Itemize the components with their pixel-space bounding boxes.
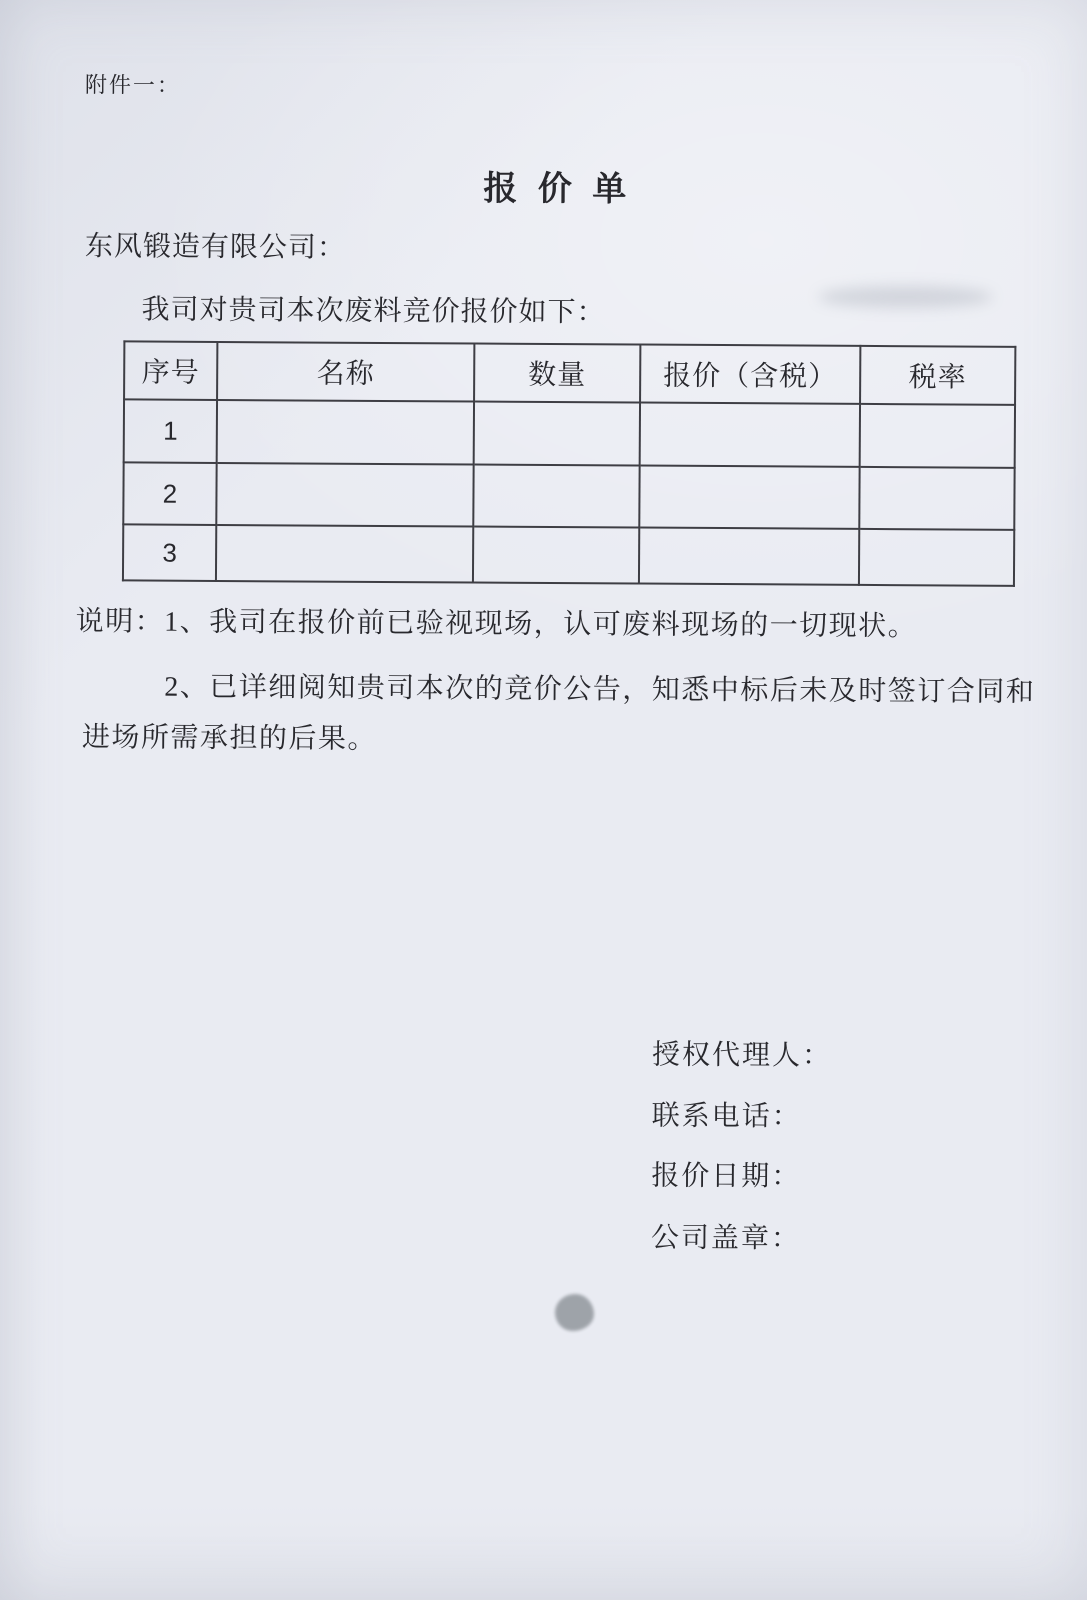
column-header-price: 报价（含税） [640, 345, 860, 404]
table-row [123, 524, 1014, 585]
quotation-table [122, 340, 1016, 586]
tax-rate-cell [859, 529, 1014, 586]
row-number-cell: 1 [124, 399, 217, 463]
note-line-3: 进场所需承担的后果。 [81, 722, 378, 755]
row-number-cell: 2 [123, 462, 216, 525]
name-cell [216, 525, 473, 583]
quote-date-label: 报价日期： [651, 1160, 802, 1193]
contact-phone-label: 联系电话： [651, 1100, 802, 1133]
ink-smudge [555, 1294, 594, 1331]
table-header-row [124, 341, 1015, 404]
column-header-name: 名称 [217, 342, 474, 402]
table-row [123, 462, 1014, 529]
column-header-no: 序号 [124, 341, 217, 400]
table-row [124, 399, 1015, 467]
note-line-2: 2、已详细阅知贵司本次的竞价公告，知悉中标后未及时签订合同和 [164, 671, 1036, 708]
quantity-cell [473, 527, 639, 584]
scan-streak [818, 286, 993, 308]
price-cell [639, 528, 859, 585]
row-number-cell: 3 [123, 524, 216, 581]
tax-rate-cell [859, 467, 1014, 530]
page-title: 报 价 单 [483, 170, 633, 209]
column-header-quantity: 数量 [474, 344, 640, 403]
column-header-tax-rate: 税率 [860, 346, 1015, 405]
recipient-line: 东风锻造有限公司： [84, 231, 347, 264]
note-line-1: 说明：1、我司在报价前已验视现场，认可废料现场的一切现状。 [75, 606, 918, 643]
authorized-agent-label: 授权代理人： [651, 1039, 833, 1072]
quantity-cell [473, 465, 639, 528]
price-cell [639, 466, 859, 529]
name-cell [217, 400, 474, 465]
price-cell [640, 403, 860, 467]
name-cell [216, 463, 473, 527]
intro-line: 我司对贵司本次废料竞价报价如下： [141, 294, 606, 329]
attachment-label: 附件一： [84, 72, 182, 98]
tax-rate-cell [860, 404, 1015, 468]
quantity-cell [474, 402, 640, 466]
company-seal-label: 公司盖章： [650, 1222, 802, 1255]
